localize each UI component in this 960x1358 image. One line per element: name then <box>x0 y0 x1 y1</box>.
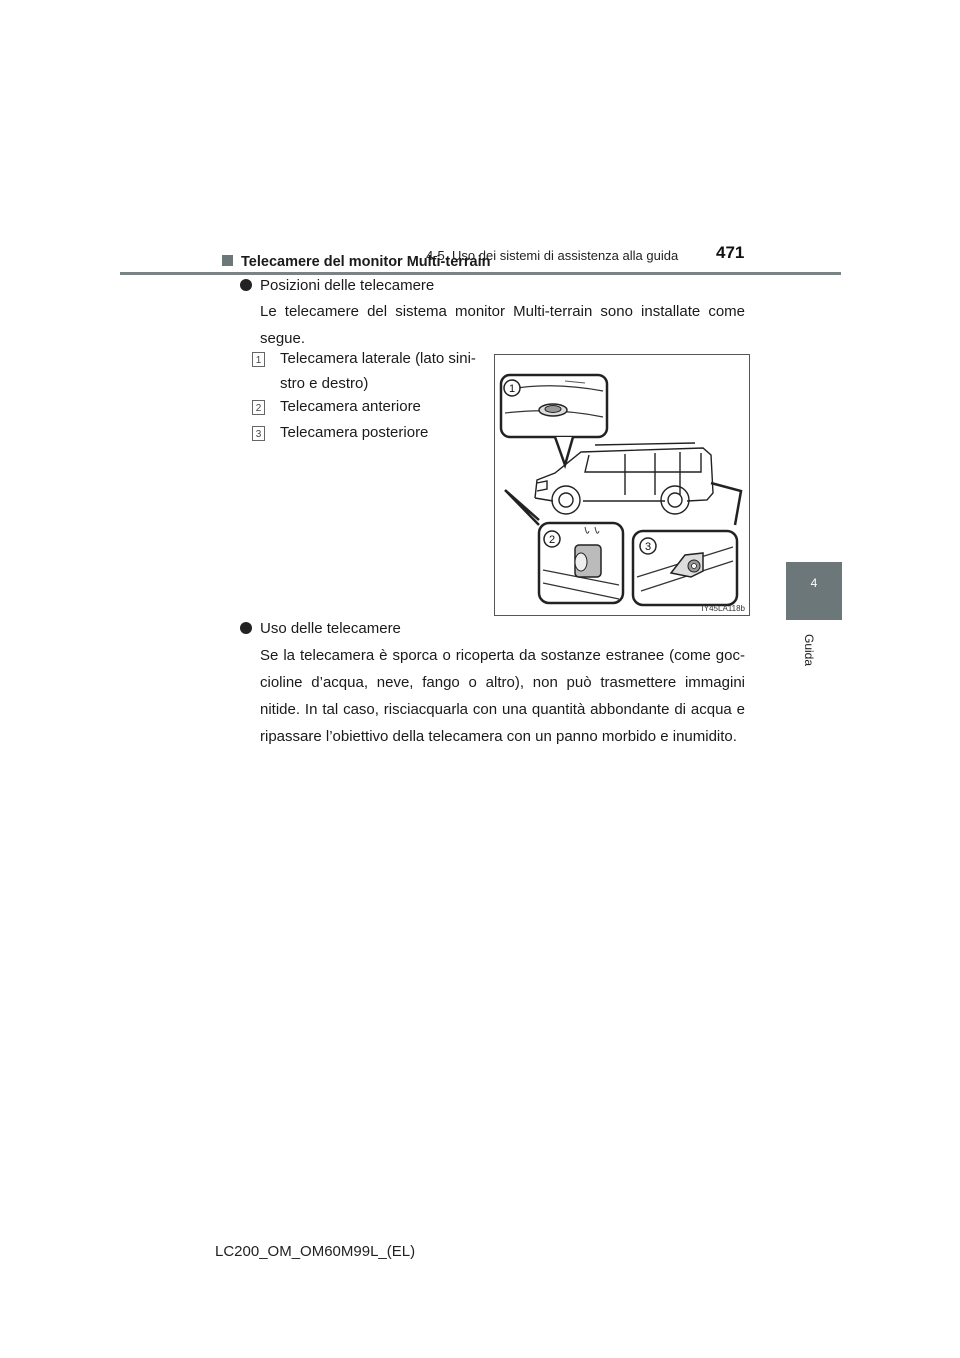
section-heading <box>222 254 491 270</box>
list-item-text: Telecamera posteriore <box>280 424 429 441</box>
paragraph-installation: Le telecamere del sistema monitor Multi-terrain sono installate come segue. <box>260 303 745 347</box>
item-number-badge: 2 <box>252 400 265 415</box>
square-bullet-icon <box>222 255 233 266</box>
list-item-text: Telecamera anteriore <box>280 398 421 415</box>
figure-illustration <box>495 355 749 615</box>
bullet-dot-icon <box>240 622 252 634</box>
figure-code: IY45LA118b <box>701 604 745 613</box>
header-section-title: 4-5. Uso dei sistemi di assistenza alla guida <box>426 248 679 263</box>
callout-3: 3 <box>644 541 652 553</box>
list-item <box>252 424 265 442</box>
camera-locations-figure <box>494 354 750 616</box>
bullet-dot-icon <box>240 279 252 291</box>
bullet-text: Uso delle telecamere <box>260 620 401 637</box>
section-heading-text: Telecamere del monitor Multi-terrain <box>241 254 491 270</box>
page-number: 471 <box>716 243 745 262</box>
list-item <box>252 398 265 416</box>
chapter-tab <box>786 562 842 620</box>
paragraph-cleaning: Se la telecamera è sporca o ricoperta da sostanze estranee (come goc-cioline d’acqua, neve, fango o altro), non può trasmettere immagini nitide. In tal caso, risciacquarla con una quantità abbondante di acqua e ripassare l’obiettivo della telecamera con un panno morbido e inumidito. <box>260 647 745 745</box>
header-divider <box>120 272 841 275</box>
bullet-text: Posizioni delle telecamere <box>260 277 435 294</box>
item-number-badge: 3 <box>252 426 265 441</box>
callout-2: 2 <box>548 534 556 546</box>
callout-1: 1 <box>508 383 516 395</box>
document-code: LC200_OM_OM60M99L_(EL) <box>215 1243 416 1260</box>
item-number-badge: 1 <box>252 352 265 367</box>
chapter-tab-number: 4 <box>810 576 818 590</box>
list-item <box>252 350 265 368</box>
list-item-text: Telecamera laterale (lato sini-stro e destro) <box>280 350 476 392</box>
bullet-camera-use <box>240 620 401 637</box>
bullet-camera-positions <box>240 277 434 294</box>
chapter-tab-label: Guida <box>802 634 816 667</box>
